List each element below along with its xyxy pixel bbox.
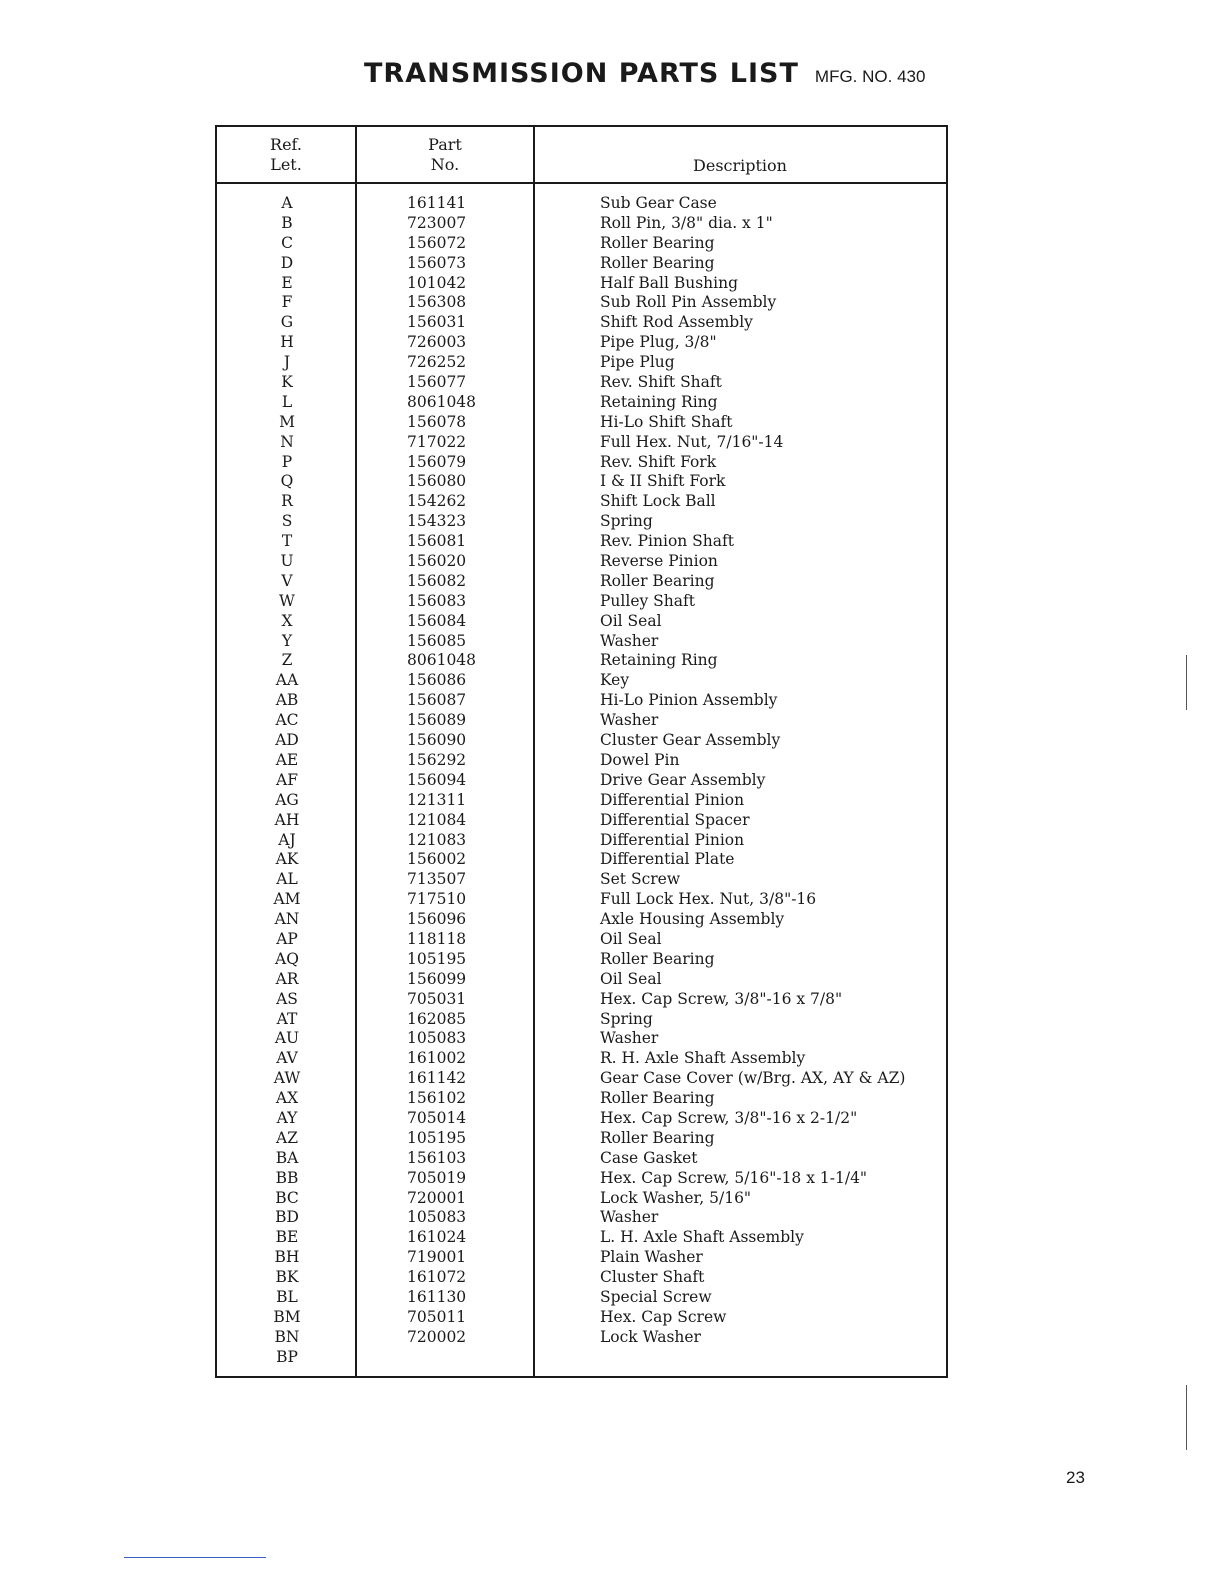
table-row (217, 1049, 946, 1069)
part-description: Differential Spacer (600, 810, 750, 829)
ref-letter: V (281, 571, 293, 590)
ref-letter: AY (276, 1108, 298, 1127)
table-row (217, 612, 946, 632)
ref-letter: BC (275, 1188, 299, 1207)
ref-letter: BM (273, 1307, 301, 1326)
part-description: Full Hex. Nut, 7/16"-14 (600, 432, 784, 451)
part-description: Full Lock Hex. Nut, 3/8"-16 (600, 890, 817, 909)
table-row (217, 890, 946, 910)
table-row (217, 731, 946, 751)
ref-letter: AH (274, 810, 300, 829)
part-description: Pipe Plug, 3/8" (600, 333, 717, 352)
part-number: 156083 (407, 591, 467, 610)
table-row (217, 313, 946, 333)
ref-letter: AM (273, 890, 301, 909)
part-number: 161072 (407, 1268, 467, 1287)
part-number: 156080 (407, 472, 467, 491)
table-row (217, 1308, 946, 1328)
ref-letter: M (279, 412, 295, 431)
table-row (217, 433, 946, 453)
parts-table (215, 125, 948, 1378)
table-row (217, 1208, 946, 1228)
part-number: 156081 (407, 532, 467, 551)
table-row (217, 1029, 946, 1049)
ref-letter: AU (274, 1029, 300, 1048)
part-description: Roller Bearing (600, 1128, 715, 1147)
ref-letter: AF (276, 770, 298, 789)
part-description: I & II Shift Fork (600, 472, 726, 491)
part-number: 105195 (407, 949, 467, 968)
table-row (217, 373, 946, 393)
part-description: Oil Seal (600, 611, 662, 630)
ref-letter: BL (276, 1287, 298, 1306)
part-description: Differential Pinion (600, 830, 745, 849)
ref-letter: G (280, 313, 294, 332)
table-row (217, 632, 946, 652)
ref-letter: E (281, 273, 293, 292)
ref-letter: BA (275, 1148, 299, 1167)
table-row (217, 990, 946, 1010)
scan-edge-mark (1186, 655, 1187, 710)
mfg-number: MFG. NO. 430 (814, 67, 926, 86)
part-description: Sub Roll Pin Assembly (600, 293, 777, 312)
table-row (217, 1109, 946, 1129)
ref-letter: H (280, 333, 294, 352)
table-row (217, 532, 946, 552)
table-row (217, 453, 946, 473)
part-number: 705014 (407, 1108, 467, 1127)
part-number: 8061048 (407, 651, 477, 670)
table-row (217, 831, 946, 851)
table-row (217, 651, 946, 671)
table-row (217, 512, 946, 532)
part-description: Special Screw (600, 1287, 712, 1306)
ref-letter: L (281, 392, 293, 411)
part-description: Washer (600, 711, 659, 730)
footer-rule (124, 1557, 266, 1558)
part-description: Pipe Plug (600, 353, 675, 372)
part-number: 105083 (407, 1029, 467, 1048)
part-description: Hex. Cap Screw, 5/16"-18 x 1-1/4" (600, 1168, 868, 1187)
part-description: Pulley Shaft (600, 591, 695, 610)
part-number: 156089 (407, 711, 467, 730)
table-row (217, 274, 946, 294)
table-row (217, 1169, 946, 1189)
table-row (217, 691, 946, 711)
part-number: 156020 (407, 552, 467, 571)
table-row (217, 214, 946, 234)
table-row (217, 950, 946, 970)
part-description: L. H. Axle Shaft Assembly (600, 1228, 804, 1247)
table-row (217, 194, 946, 214)
ref-letter: AW (273, 1069, 301, 1088)
part-number: 156086 (407, 671, 467, 690)
part-description: Spring (600, 512, 653, 531)
header-part-number: Part No. (428, 135, 462, 174)
ref-letter: AX (275, 1089, 299, 1108)
ref-letter: AC (275, 711, 299, 730)
part-description: Reverse Pinion (600, 552, 718, 571)
part-description: Key (600, 671, 630, 690)
ref-letter: AT (276, 1009, 298, 1028)
part-number: 162085 (407, 1009, 467, 1028)
table-row (217, 711, 946, 731)
part-description: Oil Seal (600, 969, 662, 988)
table-row (217, 393, 946, 413)
ref-letter: AB (275, 691, 299, 710)
ref-letter: R (281, 492, 293, 511)
ref-letter: C (281, 233, 293, 252)
part-description: Dowel Pin (600, 750, 680, 769)
part-number: 105083 (407, 1208, 467, 1227)
ref-letter: T (281, 532, 293, 551)
part-number: 720001 (407, 1188, 467, 1207)
table-row (217, 234, 946, 254)
table-row (217, 910, 946, 930)
ref-letter: BB (275, 1168, 299, 1187)
part-number: 726003 (407, 333, 467, 352)
ref-letter: BP (276, 1347, 298, 1366)
part-number: 156085 (407, 631, 467, 650)
part-number: 713507 (407, 870, 467, 889)
part-number: 156078 (407, 412, 467, 431)
table-row (217, 1288, 946, 1308)
part-description: Hex. Cap Screw (600, 1307, 727, 1326)
part-description: Shift Lock Ball (600, 492, 716, 511)
part-description: Axle Housing Assembly (600, 910, 785, 929)
table-row (217, 1189, 946, 1209)
part-number: 118118 (407, 929, 467, 948)
part-number: 156073 (407, 253, 467, 272)
part-description: Shift Rod Assembly (600, 313, 753, 332)
table-row (217, 1129, 946, 1149)
table-row (217, 1268, 946, 1288)
part-number: 705019 (407, 1168, 467, 1187)
ref-letter: AV (276, 1049, 298, 1068)
ref-letter: Y (281, 631, 293, 650)
ref-letter: AK (275, 850, 299, 869)
part-description: Set Screw (600, 870, 681, 889)
part-number: 156292 (407, 750, 467, 769)
ref-letter: D (280, 253, 294, 272)
part-number: 156079 (407, 452, 467, 471)
ref-letter: Q (280, 472, 294, 491)
table-row (217, 1248, 946, 1268)
part-description: Retaining Ring (600, 651, 718, 670)
part-number: 156103 (407, 1148, 467, 1167)
ref-letter: AP (276, 929, 298, 948)
ref-letter: J (283, 353, 291, 372)
ref-letter: AE (275, 750, 299, 769)
part-number: 719001 (407, 1248, 467, 1267)
part-number: 156084 (407, 611, 467, 630)
part-description: Rev. Shift Shaft (600, 373, 722, 392)
ref-letter: AN (274, 910, 300, 929)
table-row (217, 1228, 946, 1248)
part-number: 8061048 (407, 392, 477, 411)
ref-letter: AZ (276, 1128, 298, 1147)
ref-letter: N (280, 432, 294, 451)
part-description: Roller Bearing (600, 949, 715, 968)
part-description: Hi-Lo Shift Shaft (600, 412, 733, 431)
part-number: 101042 (407, 273, 467, 292)
ref-letter: AJ (278, 830, 296, 849)
part-description: Case Gasket (600, 1148, 698, 1167)
part-number: 156077 (407, 373, 467, 392)
ref-letter: X (281, 611, 293, 630)
header-description: Description (693, 156, 787, 175)
table-row (217, 970, 946, 990)
table-row (217, 1328, 946, 1348)
part-number: 705031 (407, 989, 467, 1008)
part-description: Oil Seal (600, 929, 662, 948)
ref-letter: AR (275, 969, 299, 988)
part-description: Roller Bearing (600, 253, 715, 272)
ref-letter: U (280, 552, 294, 571)
ref-letter: BH (274, 1248, 300, 1267)
part-number: 105195 (407, 1128, 467, 1147)
table-row (217, 552, 946, 572)
part-number: 156082 (407, 571, 467, 590)
part-description: Half Ball Bushing (600, 273, 739, 292)
table-row (217, 1069, 946, 1089)
part-number: 161002 (407, 1049, 467, 1068)
ref-letter: Z (281, 651, 293, 670)
part-description: Hi-Lo Pinion Assembly (600, 691, 778, 710)
part-description: Differential Plate (600, 850, 735, 869)
part-description: Gear Case Cover (w/Brg. AX, AY & AZ) (600, 1069, 906, 1088)
table-row (217, 472, 946, 492)
scan-edge-mark (1186, 1385, 1187, 1450)
ref-letter: AD (275, 731, 299, 750)
part-description: Washer (600, 1029, 659, 1048)
table-row (217, 492, 946, 512)
title-main: TRANSMISSION PARTS LIST (364, 58, 799, 89)
part-number: 161142 (407, 1069, 467, 1088)
part-description: Spring (600, 1009, 653, 1028)
table-row (217, 1348, 946, 1368)
part-number: 156096 (407, 910, 467, 929)
part-description: Washer (600, 631, 659, 650)
part-number: 156087 (407, 691, 467, 710)
ref-letter: BE (275, 1228, 299, 1247)
part-number: 121084 (407, 810, 467, 829)
part-number: 154323 (407, 512, 467, 531)
table-row (217, 333, 946, 353)
part-description: Drive Gear Assembly (600, 770, 766, 789)
part-description: Rev. Pinion Shaft (600, 532, 734, 551)
ref-letter: B (281, 213, 293, 232)
part-number: 156308 (407, 293, 467, 312)
part-description: Roller Bearing (600, 233, 715, 252)
table-row (217, 572, 946, 592)
part-number: 161130 (407, 1287, 467, 1306)
part-number: 156090 (407, 731, 467, 750)
part-description: Lock Washer (600, 1327, 701, 1346)
header-divider (217, 182, 946, 184)
table-row (217, 413, 946, 433)
part-number: 154262 (407, 492, 467, 511)
part-number: 717022 (407, 432, 467, 451)
table-row (217, 293, 946, 313)
part-description: Differential Pinion (600, 790, 745, 809)
table-row (217, 1089, 946, 1109)
part-number: 161141 (407, 194, 467, 212)
part-number: 156099 (407, 969, 467, 988)
part-description: Cluster Gear Assembly (600, 731, 781, 750)
ref-letter: AA (275, 671, 299, 690)
part-number: 726252 (407, 353, 467, 372)
ref-letter: AG (275, 790, 299, 809)
part-description: Rev. Shift Fork (600, 452, 717, 471)
part-description: R. H. Axle Shaft Assembly (600, 1049, 806, 1068)
part-description: Hex. Cap Screw, 3/8"-16 x 7/8" (600, 989, 843, 1008)
parts-rows (217, 194, 946, 1368)
part-description: Lock Washer, 5/16" (600, 1188, 752, 1207)
part-number: 720002 (407, 1327, 467, 1346)
table-row (217, 771, 946, 791)
ref-letter: BN (274, 1327, 300, 1346)
table-row (217, 930, 946, 950)
part-number: 156102 (407, 1089, 467, 1108)
part-description: Roll Pin, 3/8" dia. x 1" (600, 213, 773, 232)
ref-letter: AS (276, 989, 298, 1008)
table-row (217, 254, 946, 274)
part-description: Washer (600, 1208, 659, 1227)
part-number: 156002 (407, 850, 467, 869)
table-row (217, 1010, 946, 1030)
page-title (364, 58, 925, 89)
part-number: 156031 (407, 313, 467, 332)
table-row (217, 870, 946, 890)
table-row (217, 353, 946, 373)
part-number: 121083 (407, 830, 467, 849)
ref-letter: AL (276, 870, 298, 889)
table-row (217, 811, 946, 831)
ref-letter: AQ (275, 949, 299, 968)
header-ref-letter: Ref. Let. (270, 135, 302, 174)
part-number: 723007 (407, 213, 467, 232)
ref-letter: K (281, 373, 293, 392)
part-description: Roller Bearing (600, 571, 715, 590)
part-description: Roller Bearing (600, 1089, 715, 1108)
table-row (217, 751, 946, 771)
part-number: 705011 (407, 1307, 467, 1326)
ref-letter: P (281, 452, 293, 471)
part-number: 156072 (407, 233, 467, 252)
part-number: 161024 (407, 1228, 467, 1247)
part-description: Retaining Ring (600, 392, 718, 411)
ref-letter: BK (275, 1268, 299, 1287)
table-row (217, 671, 946, 691)
part-number: 156094 (407, 770, 467, 789)
ref-letter: BD (275, 1208, 299, 1227)
ref-letter: A (281, 194, 293, 212)
part-description: Plain Washer (600, 1248, 703, 1267)
table-row (217, 850, 946, 870)
ref-letter: S (281, 512, 293, 531)
ref-letter: W (279, 591, 295, 610)
table-row (217, 592, 946, 612)
table-row (217, 791, 946, 811)
ref-letter: F (281, 293, 293, 312)
part-number: 121311 (407, 790, 467, 809)
page-number: 23 (1066, 1468, 1085, 1487)
part-description: Hex. Cap Screw, 3/8"-16 x 2-1/2" (600, 1108, 858, 1127)
table-row (217, 1149, 946, 1169)
part-number: 717510 (407, 890, 467, 909)
part-description: Cluster Shaft (600, 1268, 705, 1287)
part-description: Sub Gear Case (600, 194, 717, 212)
